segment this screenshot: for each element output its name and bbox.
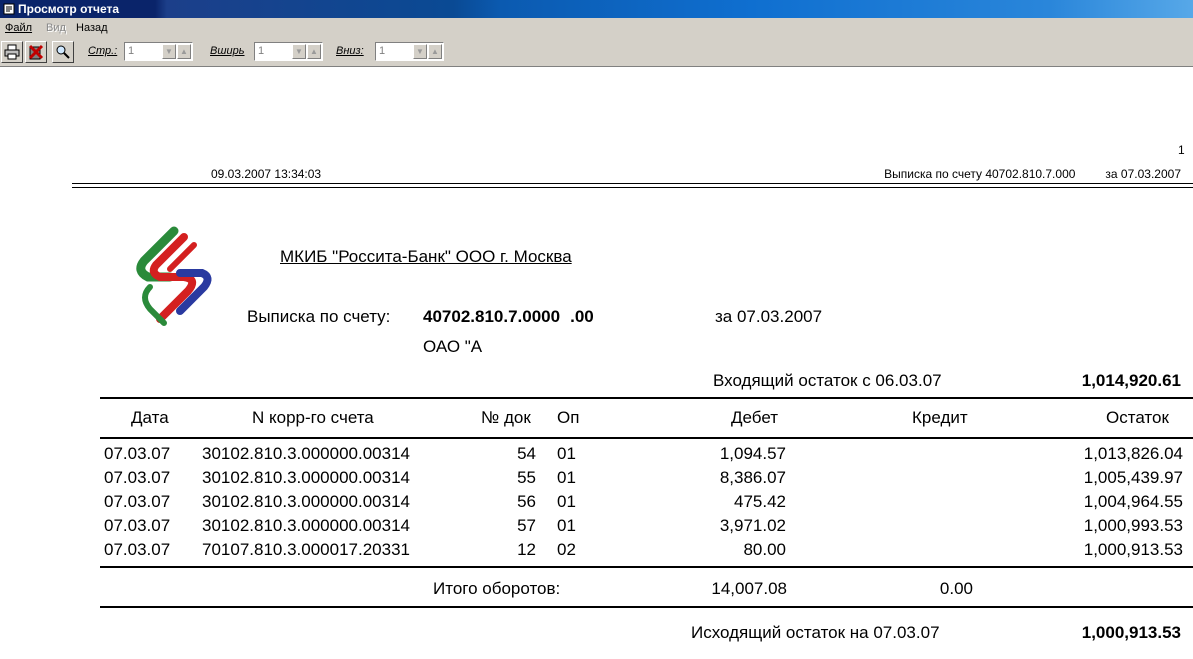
totals-rule [100,606,1193,608]
zoom-button[interactable] [52,41,74,63]
row-date: 07.03.07 [104,444,171,463]
spin-up-icon[interactable]: ▲ [177,44,191,59]
total-label: Итого оборотов: [433,579,561,598]
account-number-head: 40702.810.7.0000 [423,307,561,326]
total-credit: 0.00 [939,579,973,598]
row-corr-account: 30102.810.3.000000.00314 [202,444,410,463]
column-header: N корр-го счета [252,408,374,427]
menu-view[interactable]: Вид [46,22,66,34]
column-header: № док [481,408,531,427]
row-corr-account: 30102.810.3.000000.00314 [202,492,410,511]
table-bottom-rule [100,566,1193,568]
print-datetime: 09.03.2007 13:34:03 [211,167,322,181]
menu-back[interactable]: Назад [76,22,108,34]
row-doc-number: 56 [517,492,536,511]
opening-balance-value: 1,014,920.61 [1081,371,1181,390]
row-doc-number: 57 [517,516,536,535]
row-op-code: 01 [557,516,576,535]
row-op-code: 01 [557,468,576,487]
header-statement-ref [884,167,1181,181]
row-date: 07.03.07 [104,540,171,559]
row-doc-number: 55 [517,468,536,487]
report-page [0,67,1193,659]
row-debit: 80.00 [743,540,786,559]
close-report-button[interactable] [25,41,47,63]
opening-balance-label: Входящий остаток с 06.03.07 [713,371,942,390]
column-header: Остаток [1106,408,1169,427]
row-corr-account: 30102.810.3.000000.00314 [202,468,410,487]
row-op-code: 02 [557,540,576,559]
row-corr-account: 30102.810.3.000000.00314 [202,516,410,535]
printer-icon [4,44,20,60]
row-doc-number: 12 [517,540,536,559]
header-statement-title: Выписка по счету 40702.810.7.000 [884,167,1076,181]
account-number [423,307,594,327]
organization-name: ОАО "А [423,337,483,356]
spin-down-icon[interactable]: ▼ [292,44,306,59]
toolbar [0,38,1193,67]
column-header: Оп [557,408,580,427]
table-header-rule [100,437,1193,439]
row-debit: 3,971.02 [719,516,786,535]
page-label: Стр.: [88,45,118,57]
closing-balance-label: Исходящий остаток на 07.03.07 [691,623,940,642]
down-value: 1 [379,45,386,57]
statement-period: за 07.03.2007 [715,307,823,326]
print-button[interactable] [1,41,23,63]
spin-down-icon[interactable]: ▼ [413,44,427,59]
row-op-code: 01 [557,492,576,511]
column-header: Дата [131,408,169,427]
close-icon [28,44,44,60]
row-balance: 1,005,439.97 [1083,468,1183,487]
account-number-tail: .00 [570,307,594,326]
down-spinner[interactable] [375,42,444,61]
row-debit: 8,386.07 [719,468,786,487]
row-balance: 1,004,964.55 [1083,492,1183,511]
spin-up-icon[interactable]: ▲ [428,44,442,59]
row-op-code: 01 [557,444,576,463]
header-rule [72,187,1193,188]
page-number: 1 [1178,143,1185,157]
total-debit: 14,007.08 [711,579,787,598]
row-debit: 475.42 [734,492,786,511]
spin-up-icon[interactable]: ▲ [307,44,321,59]
row-balance: 1,000,913.53 [1083,540,1183,559]
menu-bar [0,18,1193,38]
row-date: 07.03.07 [104,492,171,511]
wide-value: 1 [258,45,265,57]
menu-file[interactable]: Файл [5,22,33,34]
row-debit: 1,094.57 [719,444,786,463]
spin-down-icon[interactable]: ▼ [162,44,176,59]
header-rule [72,183,1193,184]
page-spinner[interactable] [124,42,193,61]
page-value: 1 [128,45,135,57]
wide-label: Вширь [210,45,245,57]
row-corr-account: 70107.810.3.000017.20331 [202,540,410,559]
table-top-rule [100,397,1193,399]
down-label: Вниз: [336,45,364,57]
magnifier-icon [55,44,71,60]
row-balance: 1,013,826.04 [1083,444,1183,463]
statement-label: Выписка по счету: [247,307,391,326]
bank-logo [126,225,222,333]
row-date: 07.03.07 [104,516,171,535]
closing-balance-value: 1,000,913.53 [1081,623,1181,642]
column-header: Дебет [731,408,778,427]
row-date: 07.03.07 [104,468,171,487]
wide-spinner[interactable] [254,42,323,61]
row-doc-number: 54 [517,444,536,463]
column-header: Кредит [912,408,968,427]
bank-name: МКИБ "Россита-Банк" ООО г. Москва [280,247,572,266]
title-bar[interactable] [0,0,1193,18]
report-app-icon [3,3,15,15]
header-statement-date: за 07.03.2007 [1105,167,1181,181]
window-title: Просмотр отчета [18,2,120,16]
row-balance: 1,000,993.53 [1083,516,1183,535]
